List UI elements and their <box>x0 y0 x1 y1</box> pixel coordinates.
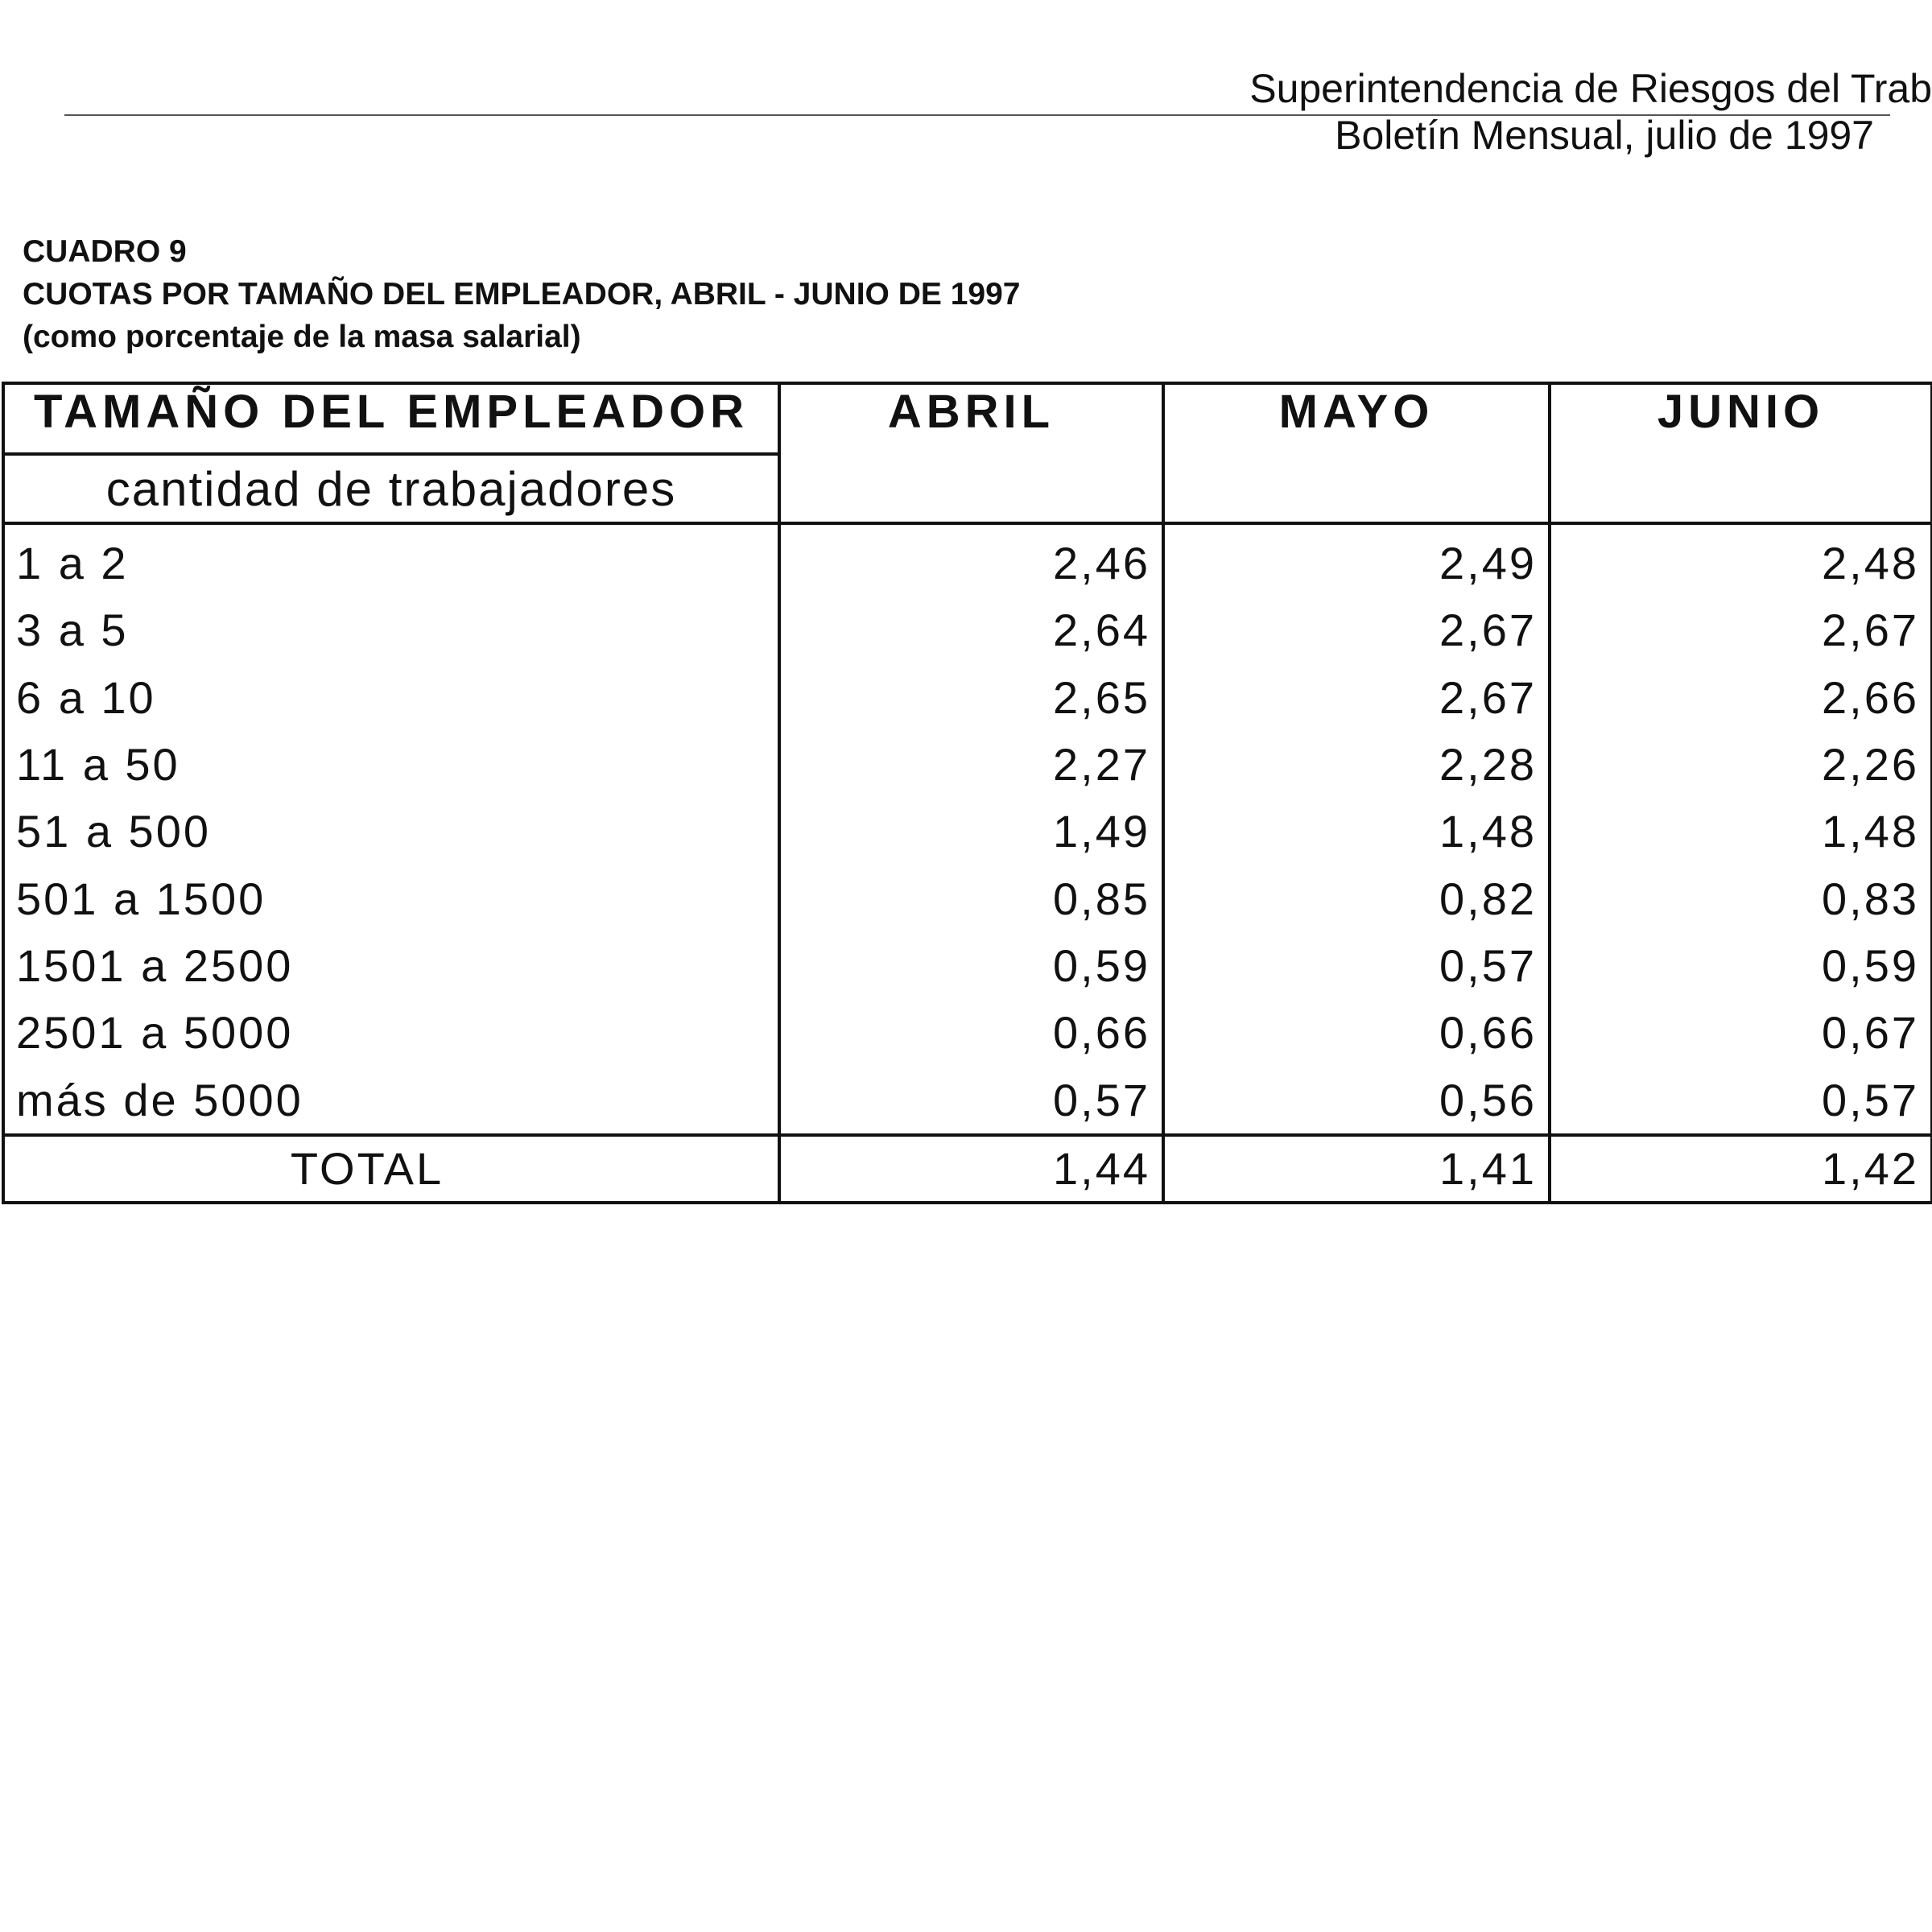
total-may: 1,41 <box>1163 1135 1550 1203</box>
rate-cell-april: 2,46 <box>779 523 1163 597</box>
table-title: CUOTAS POR TAMAÑO DEL EMPLEADOR, ABRIL - JUNIO DE 1997 <box>23 277 1021 312</box>
rate-cell-may: 2,67 <box>1163 597 1550 663</box>
employer-size-cell: 51 a 500 <box>3 798 779 865</box>
employer-size-cell: 2501 a 5000 <box>3 999 779 1066</box>
table-row <box>3 731 1932 798</box>
employer-size-cell: 11 a 50 <box>3 731 779 798</box>
employer-size-cell: 1 a 2 <box>3 523 779 597</box>
rate-cell-june: 0,59 <box>1550 932 1932 999</box>
column-subheader-worker-count: cantidad de trabajadores <box>3 454 779 523</box>
rate-cell-may: 2,67 <box>1163 664 1550 731</box>
table-row <box>3 932 1932 999</box>
rate-cell-may: 0,57 <box>1163 932 1550 999</box>
rate-cell-june: 1,48 <box>1550 798 1932 865</box>
rate-cell-june: 2,66 <box>1550 664 1932 731</box>
rate-cell-april: 2,27 <box>779 731 1163 798</box>
rate-cell-may: 1,48 <box>1163 798 1550 865</box>
rate-cell-may: 0,82 <box>1163 865 1550 931</box>
table-subtitle: (como porcentaje de la masa salarial) <box>23 320 581 354</box>
total-row <box>3 1135 1932 1203</box>
employer-size-cell: 501 a 1500 <box>3 865 779 931</box>
rate-cell-june: 2,67 <box>1550 597 1932 663</box>
rate-cell-june: 0,83 <box>1550 865 1932 931</box>
employer-size-cell: 1501 a 2500 <box>3 932 779 999</box>
table-number: CUADRO 9 <box>23 234 187 269</box>
total-june: 1,42 <box>1550 1135 1932 1203</box>
rate-cell-april: 0,85 <box>779 865 1163 931</box>
table-row <box>3 999 1932 1066</box>
rate-cell-may: 0,66 <box>1163 999 1550 1066</box>
rate-cell-may: 0,56 <box>1163 1066 1550 1134</box>
table-row <box>3 865 1932 931</box>
employer-size-cell: 3 a 5 <box>3 597 779 663</box>
rate-cell-april: 2,65 <box>779 664 1163 731</box>
header-organization: Superintendencia de Riesgos del Trab <box>1249 66 1932 111</box>
rate-cell-april: 2,64 <box>779 597 1163 663</box>
rate-cell-june: 2,26 <box>1550 731 1932 798</box>
rate-cell-april: 0,66 <box>779 999 1163 1066</box>
rate-cell-june: 2,48 <box>1550 523 1932 597</box>
rate-cell-june: 0,57 <box>1550 1066 1932 1134</box>
employer-size-cell: 6 a 10 <box>3 664 779 731</box>
total-april: 1,44 <box>779 1135 1163 1203</box>
rate-cell-april: 1,49 <box>779 798 1163 865</box>
table-titles <box>23 230 1020 358</box>
table-row <box>3 798 1932 865</box>
column-header-june: JUNIO <box>1550 383 1932 523</box>
rate-cell-april: 0,59 <box>779 932 1163 999</box>
rate-cell-april: 0,57 <box>779 1066 1163 1134</box>
table-row <box>3 1066 1932 1134</box>
column-header-employer-size: TAMAÑO DEL EMPLEADOR <box>3 383 779 454</box>
rate-cell-june: 0,67 <box>1550 999 1932 1066</box>
rate-cell-may: 2,49 <box>1163 523 1550 597</box>
total-label: TOTAL <box>3 1135 779 1203</box>
column-header-may: MAYO <box>1163 383 1550 523</box>
rate-cell-may: 2,28 <box>1163 731 1550 798</box>
table-row <box>3 597 1932 663</box>
table-row <box>3 664 1932 731</box>
rates-table <box>2 382 1932 1204</box>
header-publication: Boletín Mensual, julio de 1997 <box>1335 113 1874 158</box>
employer-size-cell: más de 5000 <box>3 1066 779 1134</box>
table-body <box>3 523 1932 1135</box>
table-row <box>3 523 1932 597</box>
column-header-april: ABRIL <box>779 383 1163 523</box>
